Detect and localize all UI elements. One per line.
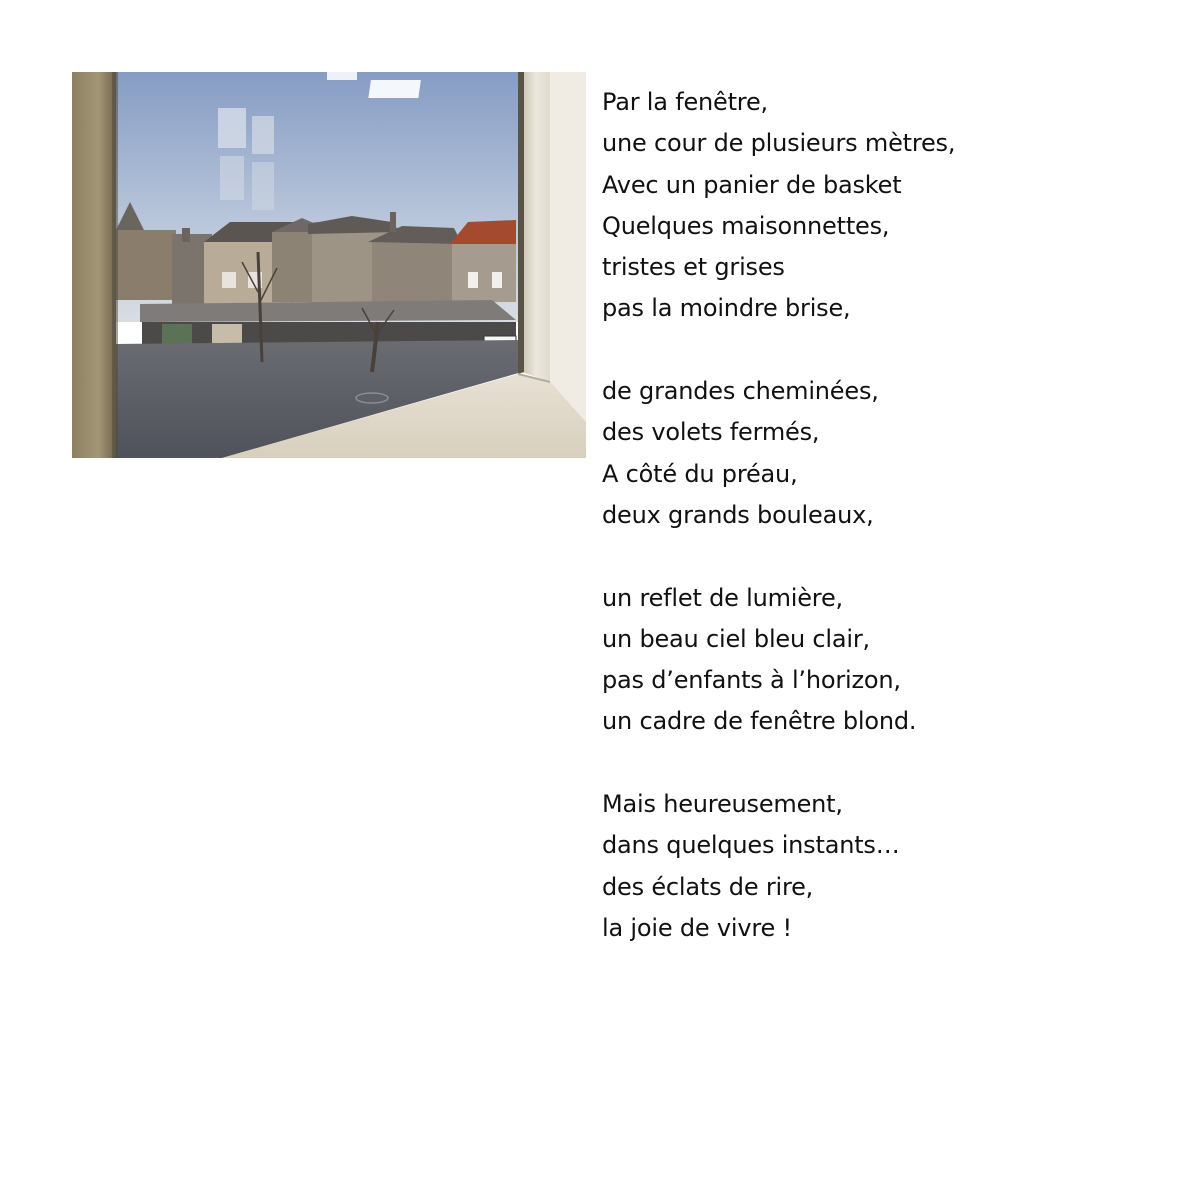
poem-line: un beau ciel bleu clair, (602, 624, 870, 653)
stanza-3 (602, 578, 1162, 743)
stanza-2 (602, 371, 1162, 536)
poem-line: des éclats de rire, (602, 872, 814, 901)
poem-line: Mais heureusement, (602, 790, 843, 819)
poem-line: deux grands bouleaux, (602, 500, 874, 529)
window-photo (72, 72, 586, 458)
poem-line: un reflet de lumière, (602, 583, 843, 612)
poem-line: des volets fermés, (602, 418, 820, 447)
window-frame-left (72, 72, 116, 458)
poem-line: A côté du préau, (602, 459, 798, 488)
window-reflection (252, 116, 274, 154)
light-reflection (368, 80, 421, 98)
poem-line: une cour de plusieurs mètres, (602, 129, 956, 158)
poem-line: Par la fenêtre, (602, 88, 768, 116)
poem-line: tristes et grises (602, 253, 785, 282)
window-reflection (252, 162, 274, 210)
poem-line: la joie de vivre ! (602, 913, 792, 942)
poem-line: pas la moindre brise, (602, 294, 851, 323)
poem-line: Avec un panier de basket (602, 170, 902, 199)
window-reflection (218, 108, 246, 148)
poem-line: de grandes cheminées, (602, 377, 879, 406)
window-frame-right (522, 72, 550, 382)
light-reflection (327, 72, 357, 80)
poem-line: pas d’enfants à l’horizon, (602, 666, 901, 695)
poem-line: un cadre de fenêtre blond. (602, 707, 917, 736)
poem-line: Quelques maisonnettes, (602, 211, 890, 240)
stanza-1 (602, 82, 1162, 330)
window-reflection (220, 156, 244, 200)
poem-line: dans quelques instants… (602, 831, 900, 860)
poem (602, 82, 1162, 991)
courtyard-through-window-image (72, 72, 586, 458)
stanza-4 (602, 784, 1162, 949)
